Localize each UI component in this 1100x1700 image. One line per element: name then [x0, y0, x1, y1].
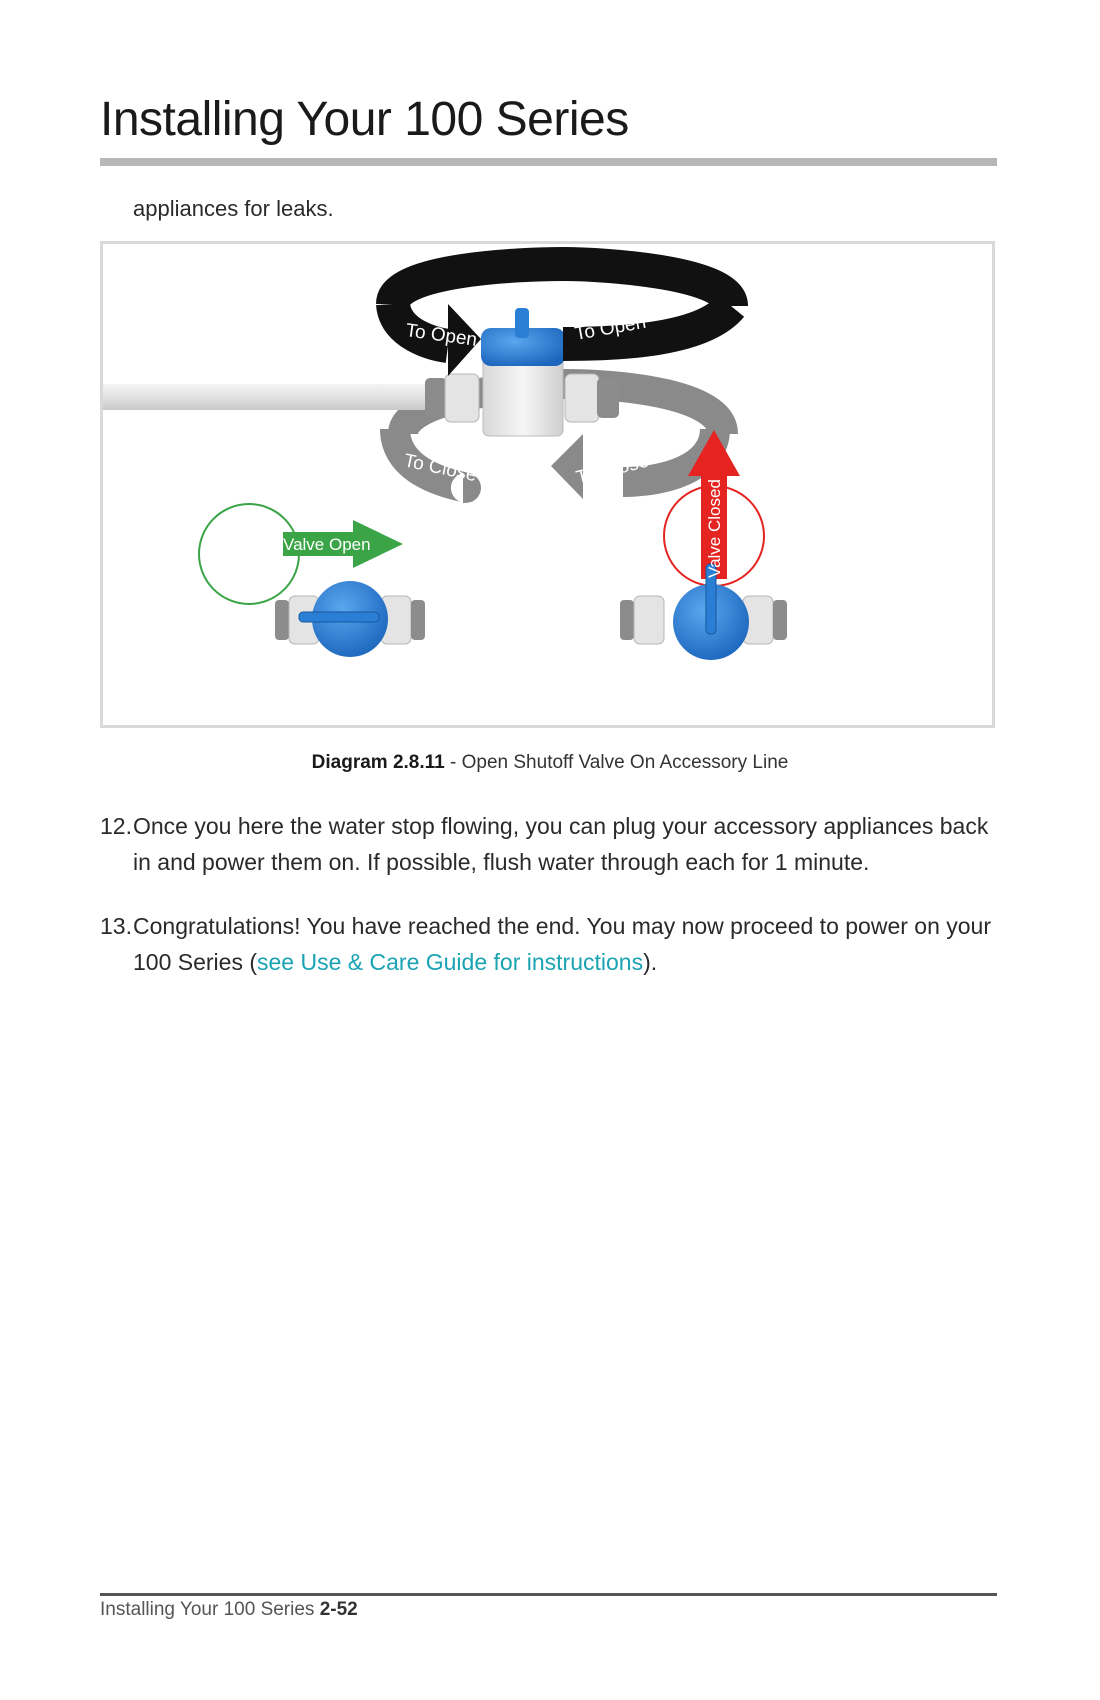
- caption-text: Open Shutoff Valve On Accessory Line: [461, 752, 789, 773]
- footer-title: Installing Your 100 Series: [100, 1599, 315, 1620]
- step-number: 13.: [100, 913, 132, 939]
- title-divider: [100, 158, 997, 166]
- figure-caption: [0, 752, 1100, 774]
- valve-diagram-illustration: [103, 244, 992, 725]
- caption-label: Diagram 2.8.11: [311, 752, 445, 773]
- step-number: 12.: [100, 813, 132, 839]
- step-text: Congratulations! You have reached the end. You may now proceed to power on your 100 Series (: [133, 913, 991, 975]
- footer-divider: [100, 1593, 997, 1596]
- step-text: Once you here the water stop flowing, you can plug your accessory appliances back in and power them on. If possible, flush water through each for 1 minute.: [133, 813, 989, 875]
- to-open-label-left: To Open: [404, 320, 479, 351]
- page-number: 2-52: [319, 1599, 358, 1620]
- to-close-label-right: To Close: [574, 450, 651, 489]
- use-care-guide-link[interactable]: see Use & Care Guide for instructions: [257, 949, 644, 975]
- valve-open-label: Valve Open: [283, 535, 371, 554]
- page-footer: [100, 1599, 358, 1621]
- water-tube: [103, 384, 433, 410]
- step-text-end: ).: [643, 949, 658, 975]
- valve-open-illustration: [199, 504, 425, 657]
- step-13: [100, 908, 1000, 980]
- instruction-steps: [100, 808, 1000, 1008]
- caption-separator: -: [444, 752, 462, 773]
- step-12: [100, 808, 1000, 880]
- page-title: Installing Your 100 Series: [100, 93, 629, 146]
- valve-diagram: [100, 241, 995, 728]
- intro-text: appliances for leaks.: [133, 196, 334, 221]
- to-open-label-right: To Open: [573, 311, 648, 345]
- to-close-label-left: To Close: [401, 450, 479, 487]
- valve-closed-label: Valve Closed: [705, 479, 724, 578]
